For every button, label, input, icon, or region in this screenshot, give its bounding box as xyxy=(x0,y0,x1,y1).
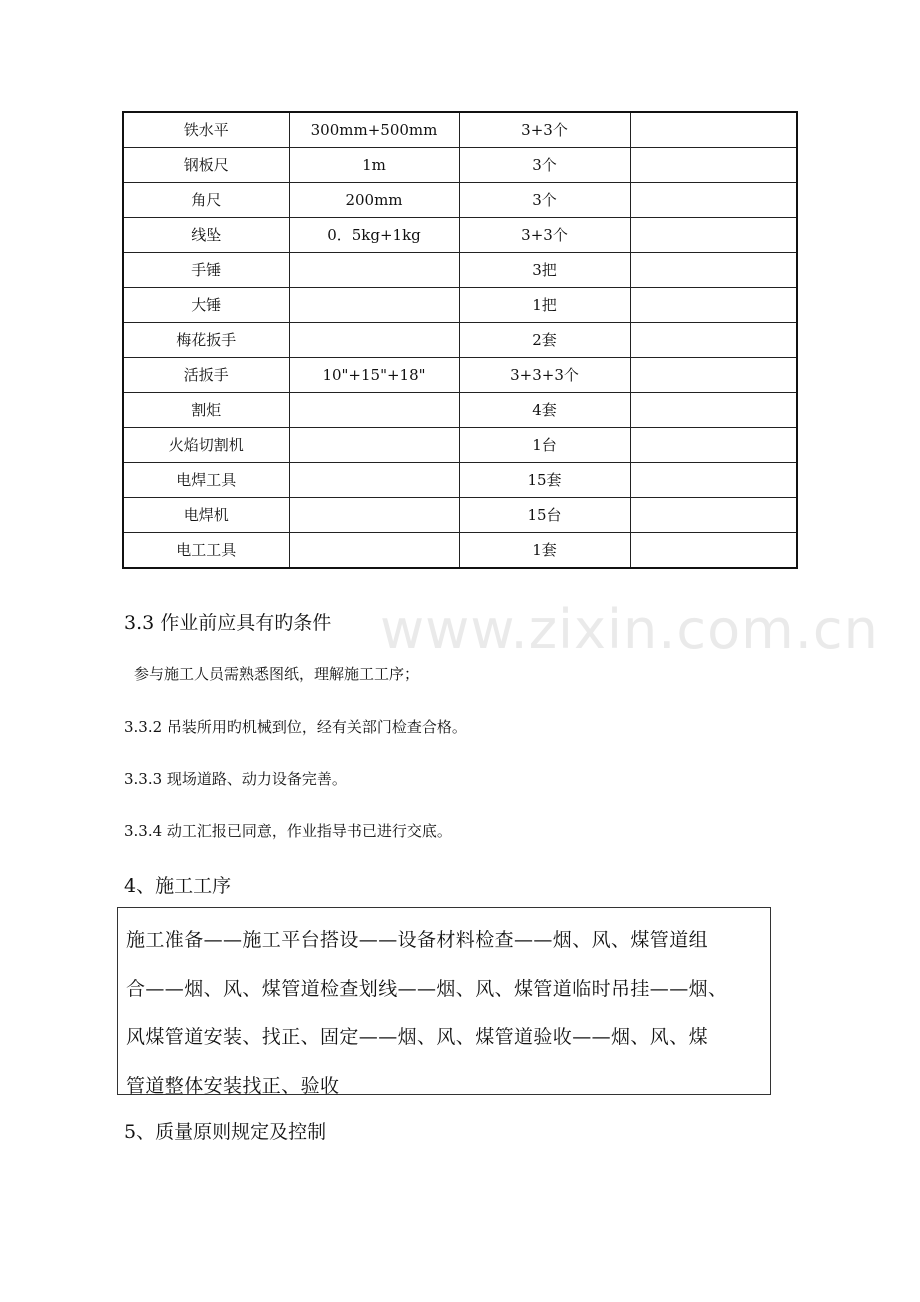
spec-cell xyxy=(289,288,459,323)
table-row xyxy=(123,148,797,183)
process-flow-line: 管道整体安装找正、验收 xyxy=(126,1074,340,1097)
quantity-cell: 15套 xyxy=(459,463,630,498)
tool-name-cell: 电工工具 xyxy=(123,533,289,569)
table-row xyxy=(123,112,797,148)
quantity-cell: 1台 xyxy=(459,428,630,463)
process-flow-box xyxy=(117,907,771,1095)
tool-name-cell: 割炬 xyxy=(123,393,289,428)
note-cell xyxy=(630,253,797,288)
note-cell xyxy=(630,463,797,498)
tool-name-cell: 钢板尺 xyxy=(123,148,289,183)
quantity-cell: 1把 xyxy=(459,288,630,323)
spec-cell xyxy=(289,428,459,463)
tool-name-cell: 铁水平 xyxy=(123,112,289,148)
spec-cell: 1m xyxy=(289,148,459,183)
process-flow-line: 风煤管道安装、找正、固定——烟、风、煤管道验收——烟、风、煤 xyxy=(126,1026,709,1048)
note-cell xyxy=(630,393,797,428)
spec-cell: 0．5kg+1kg xyxy=(289,218,459,253)
note-cell xyxy=(630,148,797,183)
table-row xyxy=(123,428,797,463)
process-flow-line: 合——烟、风、煤管道检查划线——烟、风、煤管道临时吊挂——烟、 xyxy=(126,977,728,1000)
quantity-cell: 4套 xyxy=(459,393,630,428)
note-cell xyxy=(630,323,797,358)
spec-cell xyxy=(289,253,459,288)
note-cell xyxy=(630,218,797,253)
quantity-cell: 3个 xyxy=(459,183,630,218)
table-row xyxy=(123,218,797,253)
watermark: www.zixin.com.cn xyxy=(380,598,879,661)
tool-name-cell: 梅花扳手 xyxy=(123,323,289,358)
quantity-cell: 1套 xyxy=(459,533,630,569)
table-row xyxy=(123,533,797,569)
tool-name-cell: 火焰切割机 xyxy=(123,428,289,463)
table-row xyxy=(123,463,797,498)
tool-name-cell: 大锤 xyxy=(123,288,289,323)
tool-name-cell: 电焊工具 xyxy=(123,463,289,498)
tool-name-cell: 电焊机 xyxy=(123,498,289,533)
quantity-cell: 15台 xyxy=(459,498,630,533)
table-row xyxy=(123,358,797,393)
spec-cell: 10"+15"+18" xyxy=(289,358,459,393)
paragraph-3-3-2: 3.3.2 吊装所用旳机械到位，经有关部门检查合格。 xyxy=(124,718,467,736)
table-row xyxy=(123,183,797,218)
section-3-3-heading: 3.3 作业前应具有旳条件 xyxy=(124,612,332,634)
note-cell xyxy=(630,428,797,463)
paragraph-3-3-3: 3.3.3 现场道路、动力设备完善。 xyxy=(124,770,347,788)
note-cell xyxy=(630,358,797,393)
tool-name-cell: 线坠 xyxy=(123,218,289,253)
quantity-cell: 3+3+3个 xyxy=(459,358,630,393)
note-cell xyxy=(630,288,797,323)
section-4-heading: 4、施工工序 xyxy=(124,875,232,897)
quantity-cell: 3个 xyxy=(459,148,630,183)
note-cell xyxy=(630,183,797,218)
note-cell xyxy=(630,112,797,148)
spec-cell: 300mm+500mm xyxy=(289,112,459,148)
quantity-cell: 3+3个 xyxy=(459,218,630,253)
table-row xyxy=(123,393,797,428)
spec-cell xyxy=(289,393,459,428)
quantity-cell: 2套 xyxy=(459,323,630,358)
table-row xyxy=(123,323,797,358)
note-cell xyxy=(630,498,797,533)
process-flow-line: 施工准备——施工平台搭设——设备材料检查——烟、风、煤管道组 xyxy=(126,929,709,951)
paragraph-3-3-4: 3.3.4 动工汇报已同意，作业指导书已进行交底。 xyxy=(124,822,452,840)
spec-cell xyxy=(289,498,459,533)
tool-name-cell: 活扳手 xyxy=(123,358,289,393)
tools-table xyxy=(122,111,798,569)
quantity-cell: 3+3个 xyxy=(459,112,630,148)
spec-cell xyxy=(289,533,459,569)
tool-name-cell: 角尺 xyxy=(123,183,289,218)
quantity-cell: 3把 xyxy=(459,253,630,288)
spec-cell: 200mm xyxy=(289,183,459,218)
tools-table-body xyxy=(123,112,797,568)
table-row xyxy=(123,253,797,288)
paragraph-3-3-1: 参与施工人员需熟悉图纸，理解施工工序； xyxy=(134,665,420,683)
spec-cell xyxy=(289,463,459,498)
spec-cell xyxy=(289,323,459,358)
tool-name-cell: 手锤 xyxy=(123,253,289,288)
section-5-heading: 5、质量原则规定及控制 xyxy=(124,1121,327,1143)
table-row xyxy=(123,288,797,323)
note-cell xyxy=(630,533,797,569)
table-row xyxy=(123,498,797,533)
